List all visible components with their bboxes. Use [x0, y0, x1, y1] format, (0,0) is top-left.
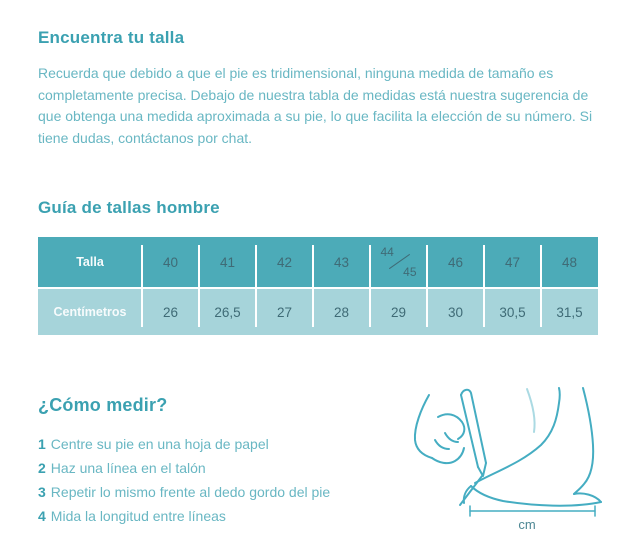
step-number: 1 — [38, 436, 46, 452]
talla-cell-44-45 — [370, 237, 427, 287]
cm-cell-26: 26 — [162, 304, 179, 320]
foot-outline-icon — [460, 388, 601, 506]
measurement-line — [470, 506, 595, 532]
cm-cell-27: 27 — [276, 304, 293, 320]
column-divider — [312, 245, 314, 327]
row-header-talla: Talla — [76, 255, 104, 269]
column-divider — [141, 245, 143, 327]
step-text: Repetir lo mismo frente al dedo gordo del pie — [50, 484, 331, 500]
column-divider — [369, 245, 371, 327]
talla-cell-41: 41 — [219, 254, 236, 270]
step-text: Centre su pie en una hoja de papel — [50, 436, 269, 452]
step-text: Mida la longitud entre líneas — [50, 508, 226, 524]
size-guide-title: Guía de tallas hombre — [38, 198, 220, 217]
column-divider — [426, 245, 428, 327]
find-size-description: Recuerda que debido a que el pie es tridimensional, ninguna medida de tamaño es completamente precisa. Debajo de nuestra tabla de medidas está nuestra sugerencia de que obtenga una medida aproximada a su pie, lo que facilita la elección de su número. Si tiene dudas, contáctanos por chat. — [38, 65, 593, 146]
size-table-cm-row — [38, 287, 598, 335]
row-header-centimetros: Centímetros — [53, 305, 127, 319]
talla-cell-40: 40 — [162, 254, 179, 270]
find-size-title: Encuentra tu talla — [38, 28, 185, 47]
column-divider — [540, 245, 542, 327]
talla-cell-48: 48 — [561, 254, 578, 270]
talla-cell-46: 46 — [447, 254, 464, 270]
step-text: Haz una línea en el talón — [50, 460, 206, 476]
cm-label: cm — [518, 517, 536, 532]
cm-cell-31-5: 31,5 — [556, 304, 583, 320]
size-table-talla-row — [38, 237, 598, 287]
column-divider — [483, 245, 485, 327]
foot-measuring-illustration — [405, 383, 605, 533]
column-divider — [255, 245, 257, 327]
cm-cell-28: 28 — [333, 304, 350, 320]
how-to-measure-section — [38, 395, 605, 532]
hand-holding-pencil-icon — [415, 390, 486, 476]
cm-cell-29: 29 — [390, 304, 407, 320]
dual-size-bottom: 45 — [403, 265, 417, 279]
step-number: 3 — [38, 484, 46, 500]
cm-cell-26-5: 26,5 — [214, 304, 241, 320]
dual-size-44-45 — [379, 244, 419, 280]
dual-size-top: 44 — [380, 245, 394, 259]
size-table — [38, 237, 598, 335]
cm-cell-30-5: 30,5 — [499, 304, 526, 320]
talla-cell-42: 42 — [276, 254, 293, 270]
how-to-measure-title: ¿Cómo medir? — [38, 395, 168, 415]
step-number: 4 — [38, 508, 46, 524]
cm-cell-30: 30 — [447, 304, 464, 320]
talla-cell-47: 47 — [504, 254, 521, 270]
talla-cell-43: 43 — [333, 254, 350, 270]
column-divider — [198, 245, 200, 327]
step-number: 2 — [38, 460, 46, 476]
